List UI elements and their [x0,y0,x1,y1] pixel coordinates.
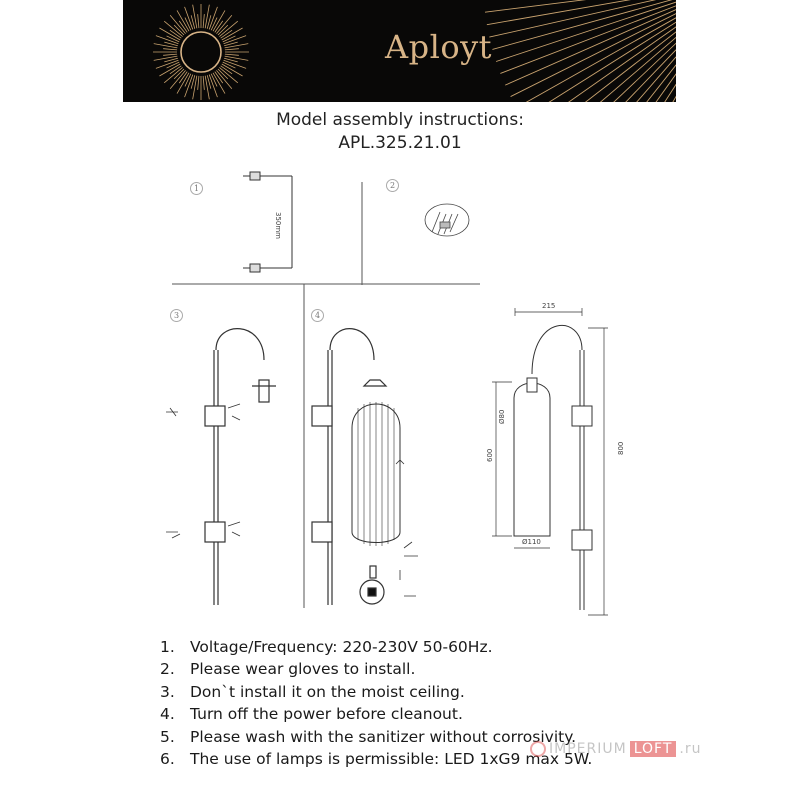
list-item-number: 3. [160,682,175,701]
list-item-number: 2. [160,660,175,679]
list-item-text: Don`t install it on the moist ceiling. [190,682,465,701]
step2-anchor-drawing [425,204,469,236]
page-title: Model assembly instructions: [276,110,524,130]
dimension-drawing [492,308,608,615]
list-item-number: 4. [160,705,175,724]
step1-mounting-drawing [243,172,292,272]
list-item-text: The use of lamps is permissible: LED 1xG9 max 5W. [190,749,593,768]
list-item [160,703,592,725]
list-item-text: Please wear gloves to install. [190,660,416,679]
list-item-text: Please wash with the sanitizer without corrosivity. [190,727,577,746]
assembly-diagram [0,160,800,620]
step-number-2: 2 [386,179,399,192]
dimension-diameter-80: Ø80 [498,409,506,424]
list-item [160,726,592,748]
list-item [160,681,592,703]
watermark-imperium: IMPERIUM [549,741,627,757]
watermark-loft: LOFT [630,741,677,757]
step-number-4: 4 [311,309,324,322]
list-item-number: 6. [160,749,175,768]
list-item-number: 1. [160,638,175,656]
dimension-height-800: 800 [617,441,625,455]
brand-logo-text: Aployt [385,28,493,66]
dimension-width-215: 215 [542,302,556,310]
dimension-shade-600: 600 [486,448,494,462]
dimension-350mm: 350mm [274,212,282,239]
brand-header [123,0,676,102]
list-item [160,658,592,680]
list-item [160,748,592,770]
watermark-domain: .ru [679,741,702,757]
instructions-list [160,636,592,770]
dimension-diameter-110: Ø110 [522,538,541,546]
step-number-3: 3 [170,309,183,322]
watermark [530,736,701,762]
sun-rays-decoration [483,0,676,102]
sun-logo-icon [153,4,249,100]
step3-rod-drawing [166,329,276,605]
step4-shade-drawing [312,329,418,605]
list-item [160,636,592,658]
list-item-number: 5. [160,727,175,746]
model-number: APL.325.21.01 [338,133,462,153]
step-number-1: 1 [190,182,203,195]
list-item-text: Turn off the power before cleanout. [190,705,463,724]
list-item-text: Voltage/Frequency: 220-230V 50-60Hz. [190,638,493,656]
watermark-logo-icon [530,741,546,757]
